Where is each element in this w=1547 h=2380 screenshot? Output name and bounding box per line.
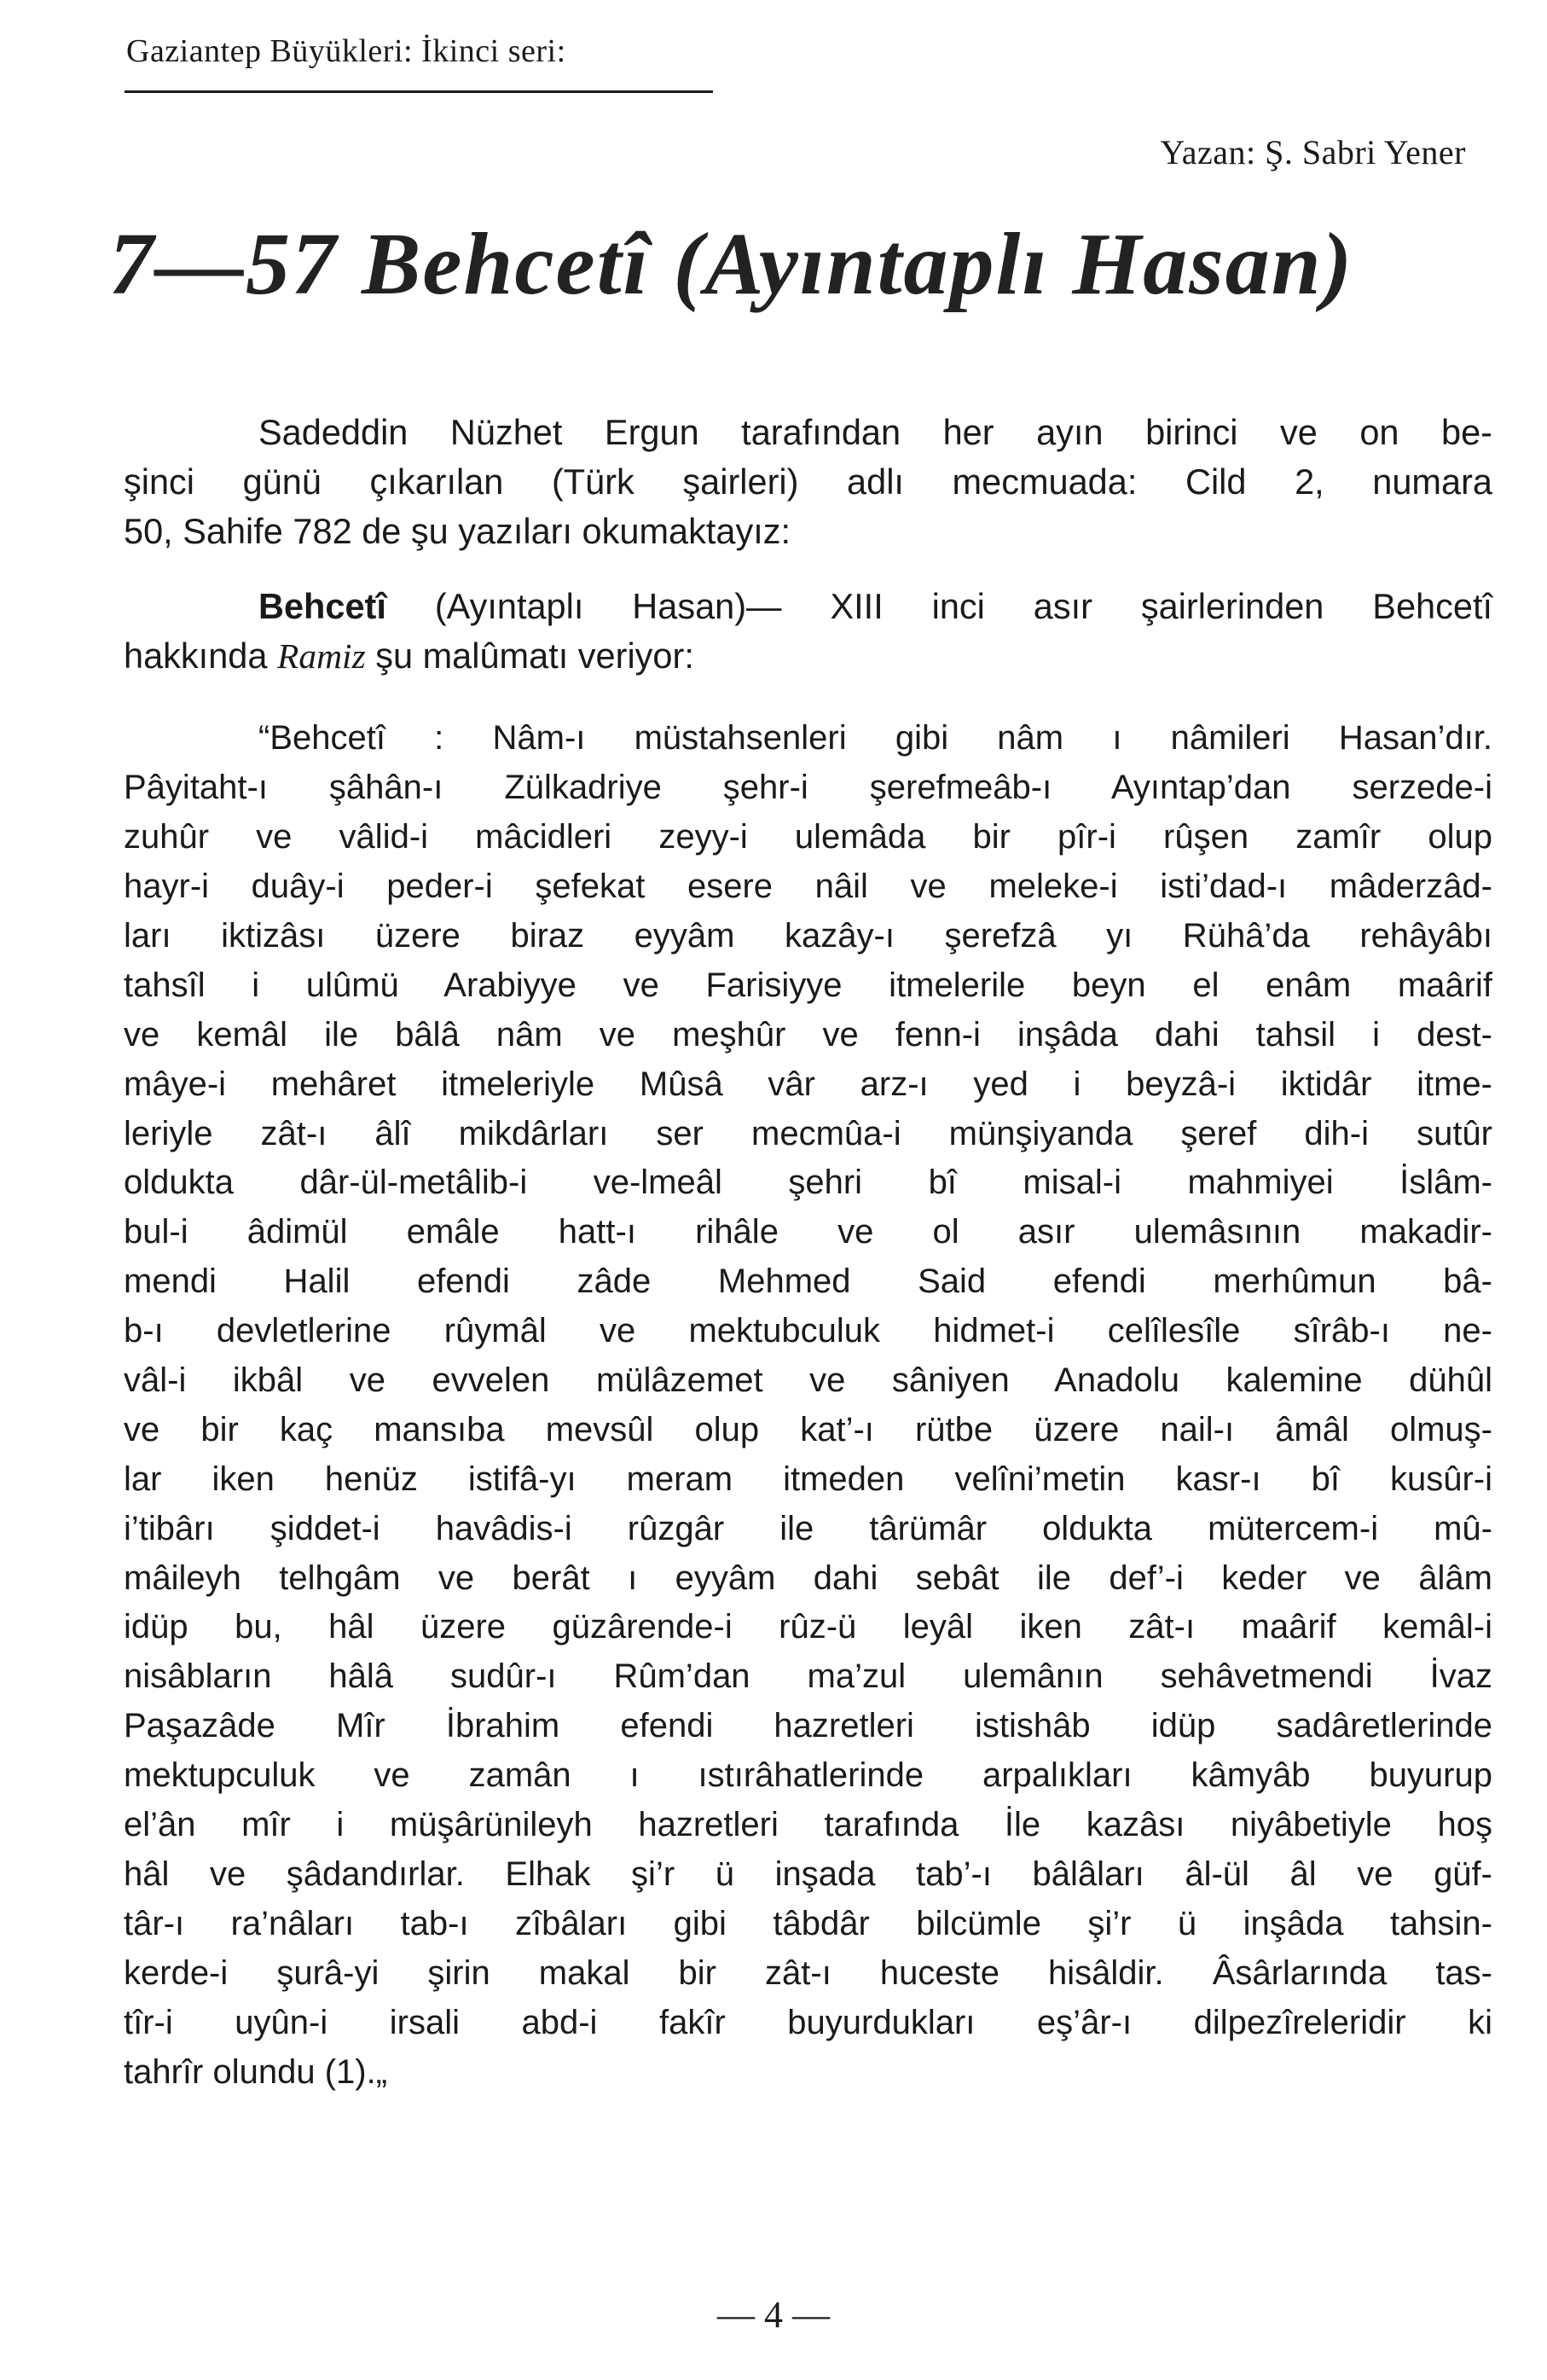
quote-line: i’tibârı şiddet-i havâdis-i rûzgâr ile târümâr oldukta mütercem-i mû- <box>124 1509 1492 1547</box>
quote-line: ve bir kaç mansıba mevsûl olup kat’-ı rütbe üzere nail-ı âmâl olmuş- <box>124 1410 1492 1448</box>
quote-line: kerde-i şurâ-yi şirin makal bir zât-ı huceste hisâldir. Âsârlarında tas- <box>124 1953 1492 1992</box>
quote-line: zuhûr ve vâlid-i mâcidleri zeyy-i ulemâda bir pîr-i rûşen zamîr olup <box>124 818 1492 856</box>
intro-line: 50, Sahife 782 de şu yazıları okumaktayız: <box>124 510 791 551</box>
paragraph-gap <box>124 556 1492 582</box>
reference-text: (Ayıntaplı Hasan)— XIII inci asır şairlerinden Behcetî <box>434 585 1493 626</box>
intro-line: Sadeddin Nüzhet Ergun tarafından her ayın birinci ve on be- <box>258 412 1492 452</box>
quote-line: “Behcetî : Nâm-ı müstahsenleri gibi nâm ı nâmileri Hasan’dır. <box>258 719 1492 758</box>
series-heading: Gaziantep Büyükleri: İkinci seri: <box>126 33 566 69</box>
quote-line: hayr-i duây-i peder-i şefekat esere nâil ve meleke-i isti’dad-ı mâderzâd- <box>124 868 1492 906</box>
reference-line <box>124 631 1492 681</box>
quote-line: mâye-i mehâret itmeleriyle Mûsâ vâr arz-ı yed i beyzâ-i iktidâr itme- <box>124 1065 1492 1103</box>
quote-line: ve kemâl ile bâlâ nâm ve meşhûr ve fenn-i inşâda dahi tahsil i dest- <box>124 1015 1492 1054</box>
quote-line: tahrîr olundu (1).„ <box>124 2052 388 2091</box>
quote-line: el’ân mîr i müşârünileyh hazretleri tarafında İle kazâsı niyâbetiyle hoş <box>124 1806 1492 1844</box>
intro-line: şinci günü çıkarılan (Türk şairleri) adlı mecmuada: Cild 2, numara <box>124 461 1492 502</box>
quote-line: Paşazâde Mîr İbrahim efendi hazretleri istishâb idüp sadâretlerinde <box>124 1707 1492 1745</box>
paragraph-gap <box>124 680 1492 714</box>
source-name: Ramiz <box>276 636 366 676</box>
author-line: Yazan: Ş. Sabri Yener <box>1160 133 1466 171</box>
quote-line: bul-i âdimül emâle hatt-ı rihâle ve ol asır ulemâsının makadir- <box>124 1213 1492 1251</box>
quote-line: hâl ve şâdandırlar. Elhak şi’r ü inşada tab’-ı bâlâları âl-ül âl ve güf- <box>124 1855 1492 1893</box>
reference-text: hakkında <box>124 635 268 676</box>
quote-line: târ-ı ra’nâları tab-ı zîbâları gibi tâbdâr bilcümle şi’r ü inşâda tahsin- <box>124 1904 1492 1942</box>
reference-text: şu malûmatı veriyor: <box>375 635 694 676</box>
quote-line: mâileyh telhgâm ve berât ı eyyâm dahi sebât ile def’-i keder ve âlâm <box>124 1559 1492 1597</box>
quote-line: idüp bu, hâl üzere güzârende-i rûz-ü leyâl iken zât-ı maârif kemâl-i <box>124 1608 1492 1646</box>
reference-line <box>124 582 1492 631</box>
quote-line: b-ı devletlerine rûymâl ve mektubculuk hidmet-i celîlesîle sîrâb-ı ne- <box>124 1312 1492 1350</box>
article-body <box>124 408 1492 2097</box>
quote-line: Pâyitaht-ı şâhân-ı Zülkadriye şehr-i şerefmeâb-ı Ayıntap’dan serzede-i <box>124 769 1492 807</box>
quote-line: vâl-i ikbâl ve evvelen mülâzemet ve sâniyen Anadolu kalemine dühûl <box>124 1361 1492 1400</box>
series-underline <box>125 90 713 93</box>
article-title: 7—57 Behcetî (Ayıntaplı Hasan) <box>109 215 1354 313</box>
quote-line: mendi Halil efendi zâde Mehmed Said efendi merhûmun bâ- <box>124 1263 1492 1301</box>
quote-line: nisâbların hâlâ sudûr-ı Rûm’dan ma’zul ulemânın sehâvetmendi İvaz <box>124 1657 1492 1696</box>
quote-line: lar iken henüz istifâ-yı meram itmeden velîni’metin kasr-ı bî kusûr-i <box>124 1460 1492 1498</box>
poet-name: Behcetî <box>258 585 386 626</box>
quote-line: tahsîl i ulûmü Arabiyye ve Farisiyye itmelerile beyn el enâm maârif <box>124 966 1492 1004</box>
page-number: — 4 — <box>717 2294 830 2336</box>
quote-line: ları iktizâsı üzere biraz eyyâm kazây-ı şerefzâ yı Rühâ’da rehâyâbı <box>124 917 1492 955</box>
quote-line: leriyle zât-ı âlî mikdârları ser mecmûa-i münşiyanda şeref dih-i sutûr <box>124 1114 1492 1152</box>
quote-line: tîr-i uyûn-i irsali abd-i fakîr buyurdukları eş’âr-ı dilpezîreleridir ki <box>124 2003 1492 2041</box>
quote-line: mektupculuk ve zamân ı ıstırâhatlerinde arpalıkları kâmyâb buyurup <box>124 1756 1492 1795</box>
quote-line: oldukta dâr-ül-metâlib-i ve-lmeâl şehri bî misal-i mahmiyei İslâm- <box>124 1164 1492 1202</box>
